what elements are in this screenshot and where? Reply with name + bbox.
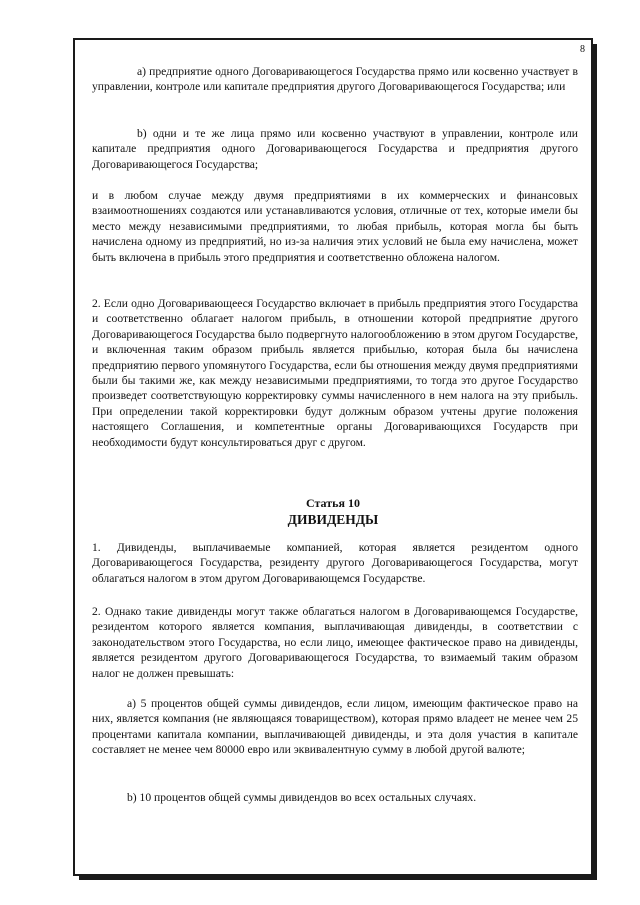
clause-b-same-persons bbox=[92, 126, 578, 172]
clause-a-text: а) предприятие одного Договаривающегося Государства прямо или косвенно участвует в управлении, контроле или капитале предприятия другого Договаривающегося Государства; или bbox=[92, 65, 578, 94]
page-shadow-bottom bbox=[79, 876, 597, 880]
paragraph-2-article-9 bbox=[92, 296, 578, 450]
paragraph-2-article-10-text: 2. Однако такие дивиденды могут также облагаться налогом в Договаривающемся Государстве, резидентом которого является компания, выплачивающая дивиденды, в соответствии с законодательством этого Государства, но если лицо, имеющее фактическое право на дивиденды, является резидентом другого Договаривающегося Государства, то взимаемый таким образом налог не должен превышать: bbox=[92, 605, 578, 680]
clause-b-ten-percent bbox=[92, 790, 578, 805]
clause-a-management bbox=[92, 64, 578, 95]
paragraph-1-article-10 bbox=[92, 540, 578, 586]
page-shadow-right bbox=[593, 44, 597, 878]
paragraph-any-case bbox=[92, 188, 578, 265]
paragraph-any-case-text: и в любом случае между двумя предприятиями в их коммерческих и финансовых взаимоотношениях создаются или устанавливаются условия, отличные от тех, которые имели бы место между независимыми предприятиями, то любая прибыль, которая могла бы быть начислена одному из предприятий, но из-за наличия этих условий не была ему начислена, может быть включена в прибыль этого предприятия и соответственно обложена налогом. bbox=[92, 189, 578, 264]
document-page bbox=[73, 38, 593, 876]
paragraph-2-article-9-text: 2. Если одно Договаривающееся Государство включает в прибыль предприятия этого Государства и соответственно облагает налогом прибыль, в отношении которой предприятие другого Договаривающегося Государства было подвергнуто налогообложению в этом другом Государстве, и включенная таким образом прибыль является прибылью, которая была бы начислена предприятию первого упомянутого Государства, если бы отношения между двумя предприятиями были бы такими же, как между независимыми предприятиями, то тогда это другое Государство произведет соответствующую корректировку суммы начисленного в нем налога на эту прибыль. При определении такой корректировки будут должным образом учтены другие положения настоящего Соглашения, и компетентные органы Договаривающихся Государств при необходимости будут консультироваться друг с другом. bbox=[92, 297, 578, 449]
page-number: 8 bbox=[580, 44, 585, 55]
clause-a-five-percent-text: а) 5 процентов общей суммы дивидендов, если лицом, имеющим фактическое право на них, является компания (не являющаяся товариществом), которая прямо владеет не менее чем 25 процентами капитала компании, выплачивающей дивиденды, и эта доля участия в капитале составляет не менее чем 80000 евро или эквивалентную сумму в любой другой валюте; bbox=[92, 697, 578, 757]
clause-b-text: b) одни и те же лица прямо или косвенно участвуют в управлении, контроле или капитале предприятия одного Договаривающегося Государства и предприятия другого Договаривающегося Государства; bbox=[92, 127, 578, 171]
paragraph-2-article-10 bbox=[92, 604, 578, 681]
paragraph-1-article-10-text: 1. Дивиденды, выплачиваемые компанией, которая является резидентом одного Договаривающегося Государства, резиденту другого Договаривающегося Государства, могут облагаться налогом в этом другом Договаривающемся Государстве. bbox=[92, 541, 578, 585]
article-title: ДИВИДЕНДЫ bbox=[287, 512, 379, 527]
article-number: Статья 10 bbox=[306, 496, 360, 510]
clause-b-ten-percent-text: b) 10 процентов общей суммы дивидендов во всех остальных случаях. bbox=[127, 791, 477, 804]
clause-a-five-percent bbox=[92, 696, 578, 758]
